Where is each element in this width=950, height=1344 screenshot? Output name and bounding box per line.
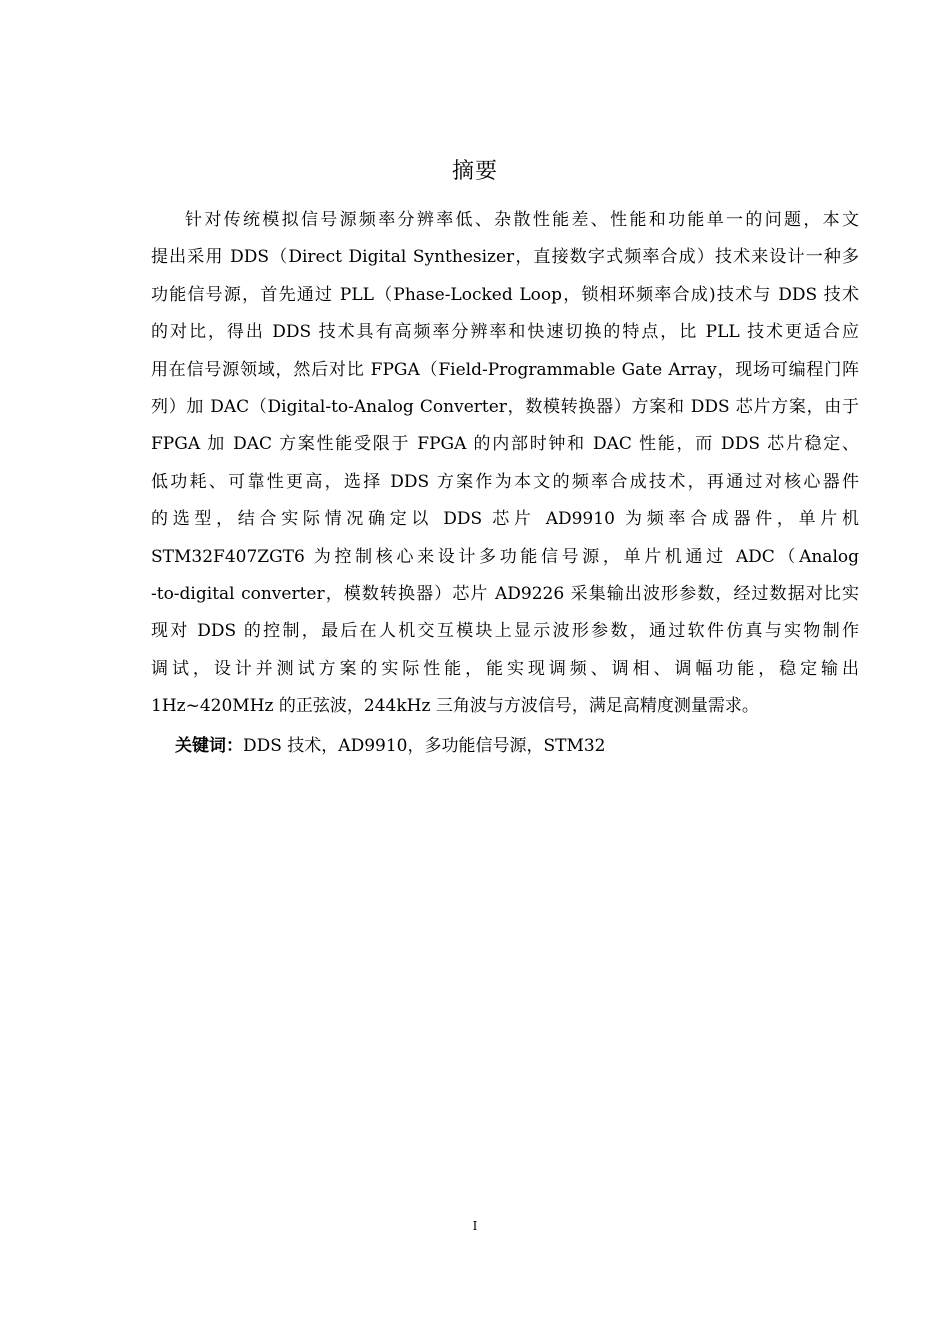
abstract-line: 调试，设计并测试方案的实际性能，能实现调频、调相、调幅功能，稳定输出	[151, 658, 859, 679]
abstract-line: 功能信号源，首先通过 PLL（Phase-Locked Loop，锁相环频率合成)技术与 DDS 技术	[151, 284, 859, 305]
abstract-body	[151, 202, 859, 725]
keywords	[175, 728, 606, 764]
abstract-line: 的对比，得出 DDS 技术具有高频率分辨率和快速切换的特点，比 PLL 技术更适合应	[151, 322, 859, 343]
abstract-line: 1Hz~420MHz 的正弦波，244kHz 三角波与方波信号，满足高精度测量需求。	[151, 696, 759, 717]
abstract-line: 的选型，结合实际情况确定以 DDS 芯片 AD9910 为频率合成器件，单片机	[151, 509, 859, 530]
page-title: 摘要	[451, 159, 498, 184]
abstract-line: STM32F407ZGT6 为控制核心来设计多功能信号源，单片机通过 ADC（Analog	[151, 546, 859, 567]
page-number: I	[472, 1219, 478, 1233]
abstract-line: 低功耗、可靠性更高，选择 DDS 方案作为本文的频率合成技术，再通过对核心器件	[151, 471, 859, 492]
abstract-line: 现对 DDS 的控制，最后在人机交互模块上显示波形参数，通过软件仿真与实物制作	[151, 621, 859, 642]
abstract-line: 用在信号源领域，然后对比 FPGA（Field-Programmable Gate Array，现场可编程门阵	[151, 359, 859, 380]
keywords-label: 关键词：	[175, 736, 243, 756]
abstract-line: 列）加 DAC（Digital-to-Analog Converter，数模转换器）方案和 DDS 芯片方案，由于	[151, 396, 859, 417]
abstract-line: FPGA 加 DAC 方案性能受限于 FPGA 的内部时钟和 DAC 性能，而 DDS 芯片稳定、	[151, 434, 859, 455]
abstract-line: 提出采用 DDS（Direct Digital Synthesizer，直接数字式频率合成）技术来设计一种多	[151, 247, 859, 268]
abstract-line: -to-digital converter，模数转换器）芯片 AD9226 采集输出波形参数，经过数据对比实	[151, 583, 859, 604]
abstract-line: 针对传统模拟信号源频率分辨率低、杂散性能差、性能和功能单一的问题，本文	[185, 210, 859, 230]
keywords-text: DDS 技术，AD9910，多功能信号源，STM32	[243, 736, 606, 756]
